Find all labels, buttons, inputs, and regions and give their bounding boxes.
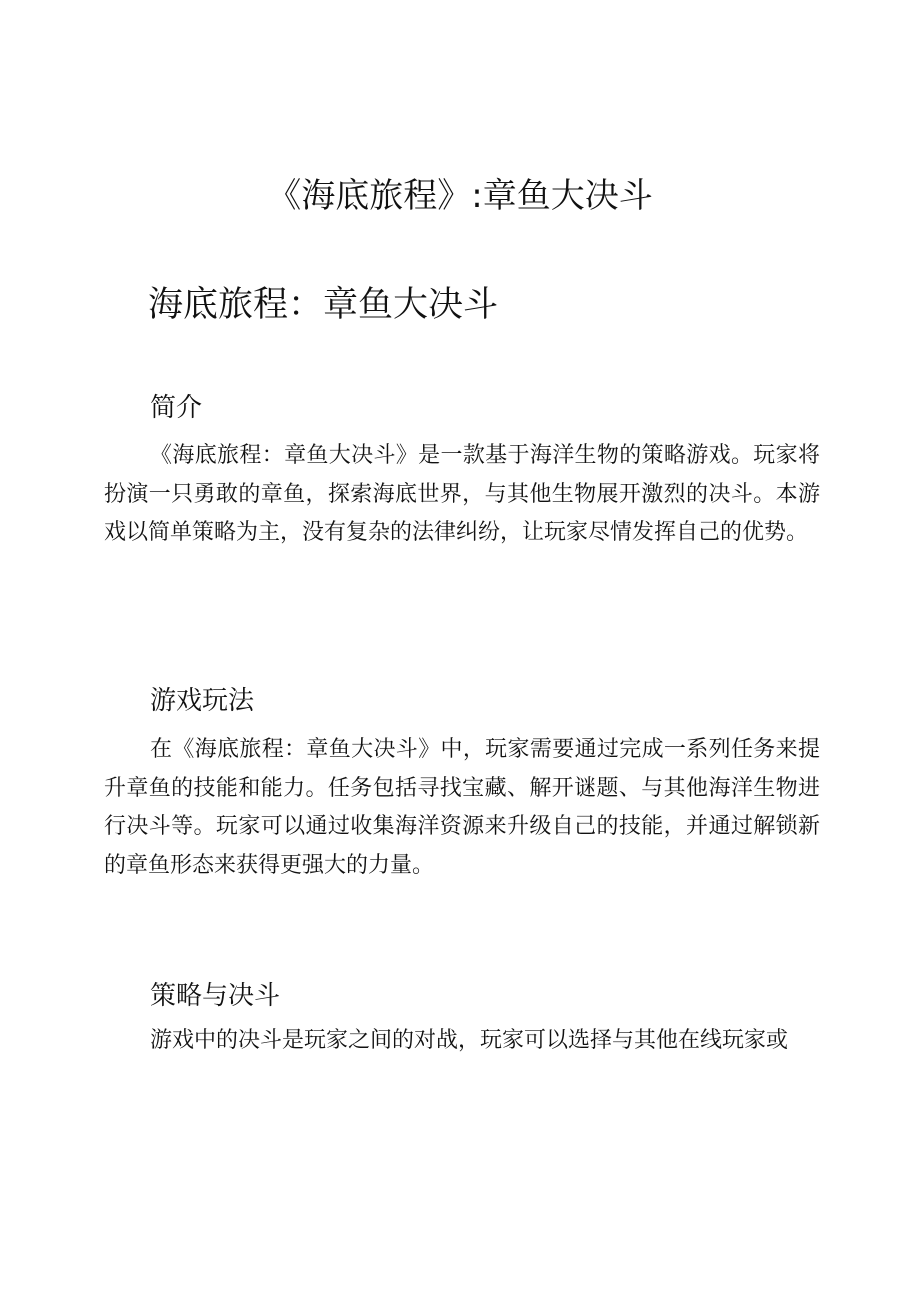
- section-body-gameplay: 在《海底旅程：章鱼大决斗》中，玩家需要通过完成一系列任务来提升章鱼的技能和能力。任务包括寻找宝藏、解开谜题、与其他海洋生物进行决斗等。玩家可以通过收集海洋资源来升级自己的技能，并通过解锁新的章鱼形态来获得更强大的力量。: [104, 737, 820, 878]
- section-heading-strategy: 策略与决斗: [150, 981, 281, 1011]
- main-heading: 海底旅程：章鱼大决斗: [148, 285, 499, 325]
- section-heading-intro: 简介: [150, 393, 203, 423]
- section-body-strategy: 游戏中的决斗是玩家之间的对战，玩家可以选择与其他在线玩家或: [150, 1028, 789, 1053]
- section-body-intro: 《海底旅程：章鱼大决斗》是一款基于海洋生物的策略游戏。玩家将扮演一只勇敢的章鱼，探索海底世界，与其他生物展开激烈的决斗。本游戏以简单策略为主，没有复杂的法律纠纷，让玩家尽情发挥自己的优势。: [104, 443, 820, 545]
- document-title: 《海底旅程》:章鱼大决斗: [267, 176, 653, 216]
- section-heading-gameplay: 游戏玩法: [150, 686, 255, 716]
